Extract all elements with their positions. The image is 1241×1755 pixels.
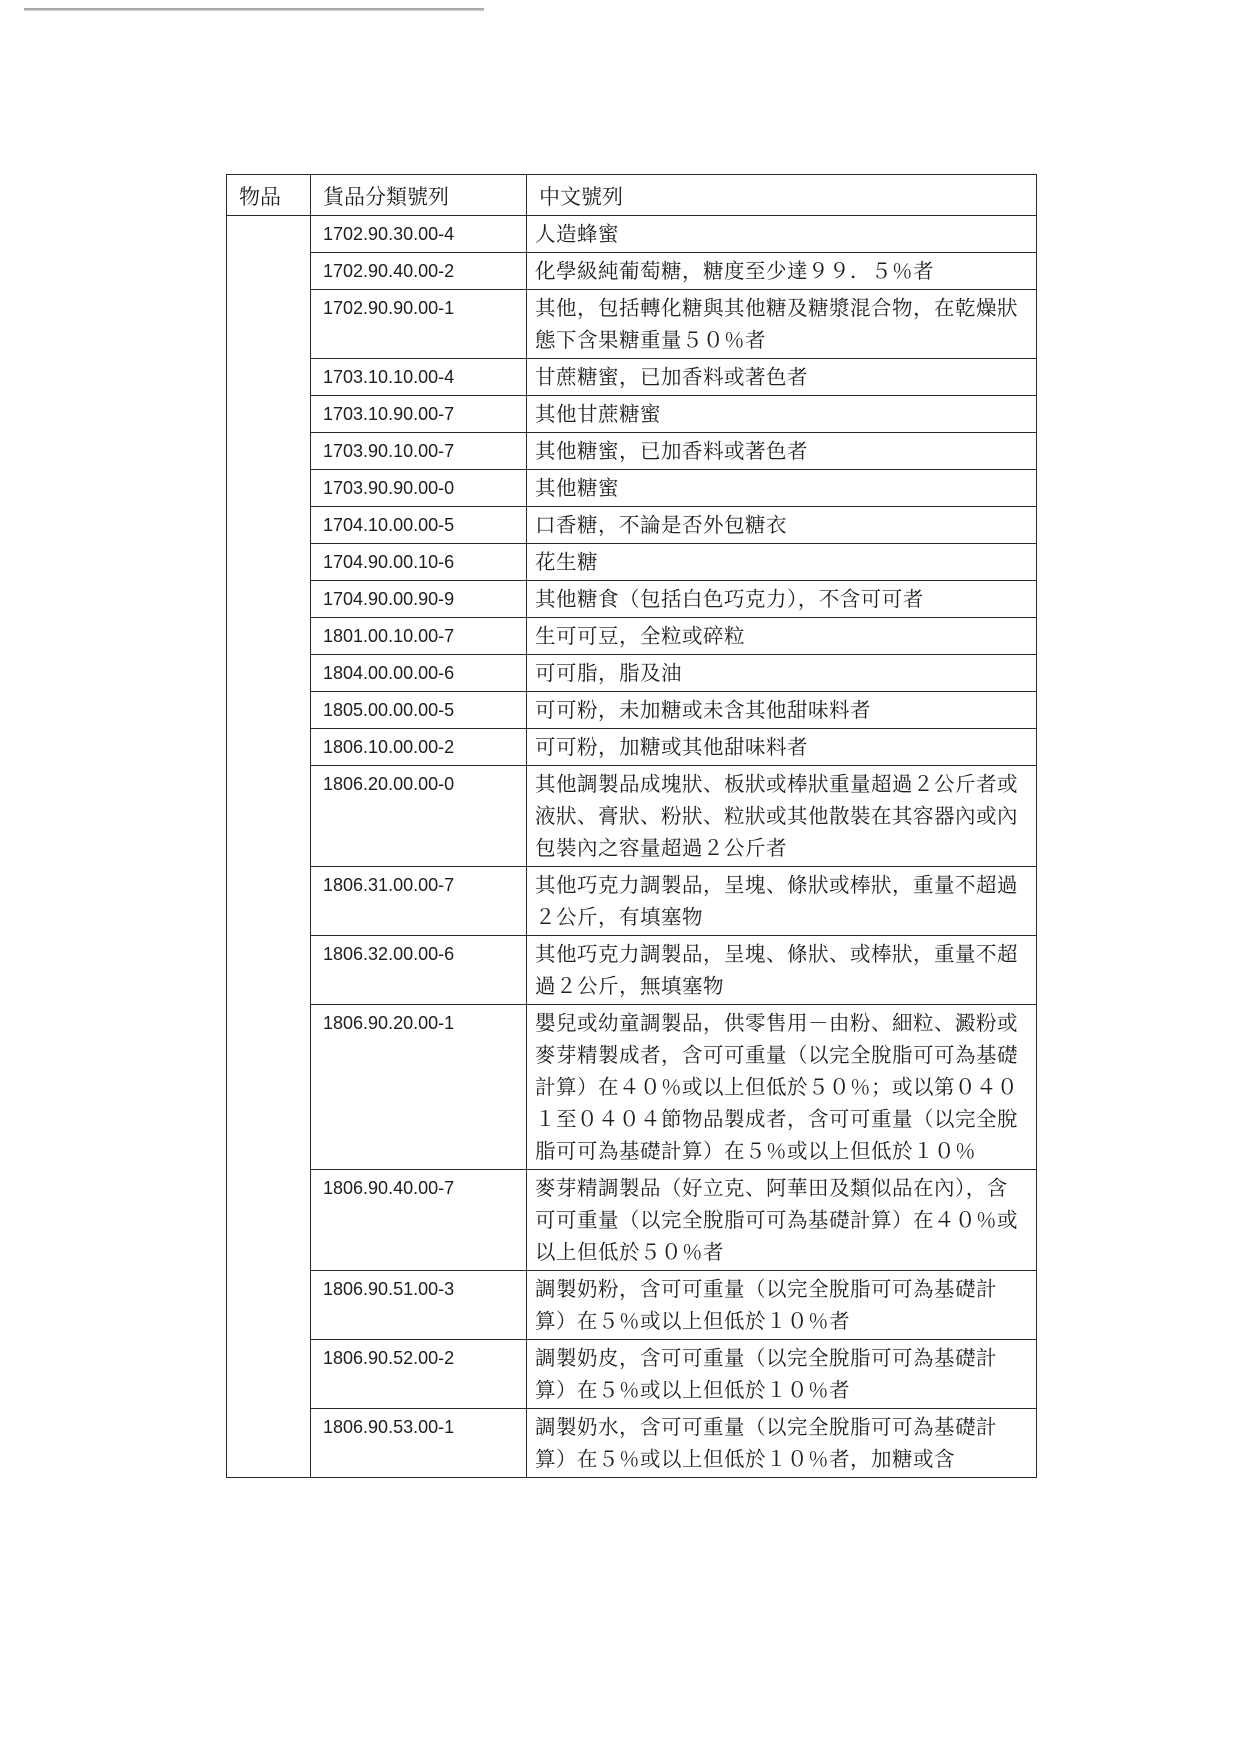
code-cell: 1703.90.90.00-0 — [311, 470, 527, 507]
goods-classification-table — [226, 174, 1037, 1478]
code-cell: 1806.20.00.00-0 — [311, 766, 527, 867]
table-header-row — [227, 175, 1037, 216]
code-cell: 1806.10.00.00-2 — [311, 729, 527, 766]
table-row — [227, 766, 1037, 867]
table-row — [227, 507, 1037, 544]
description-cell: 可可粉，未加糖或未含其他甜味料者 — [527, 692, 1037, 729]
table-row — [227, 1271, 1037, 1340]
code-cell: 1702.90.30.00-4 — [311, 216, 527, 253]
description-cell: 其他糖食（包括白色巧克力），不含可可者 — [527, 581, 1037, 618]
code-cell: 1804.00.00.00-6 — [311, 655, 527, 692]
description-cell: 其他調製品成塊狀、板狀或棒狀重量超過２公斤者或液狀、膏狀、粉狀、粒狀或其他散裝在其容器內或內包裝內之容量超過２公斤者 — [527, 766, 1037, 867]
header-item: 物品 — [227, 175, 311, 216]
description-cell: 花生糖 — [527, 544, 1037, 581]
table-row — [227, 1005, 1037, 1170]
table-row — [227, 1409, 1037, 1478]
table-row — [227, 618, 1037, 655]
table-row — [227, 1170, 1037, 1271]
code-cell: 1703.10.90.00-7 — [311, 396, 527, 433]
header-code: 貨品分類號列 — [311, 175, 527, 216]
code-cell: 1703.90.10.00-7 — [311, 433, 527, 470]
item-cell — [227, 216, 311, 1478]
code-cell: 1806.32.00.00-6 — [311, 936, 527, 1005]
header-description: 中文號列 — [527, 175, 1037, 216]
description-cell: 甘蔗糖蜜，已加香料或著色者 — [527, 359, 1037, 396]
code-cell: 1806.90.40.00-7 — [311, 1170, 527, 1271]
code-cell: 1801.00.10.00-7 — [311, 618, 527, 655]
description-cell: 其他糖蜜，已加香料或著色者 — [527, 433, 1037, 470]
scan-edge-line — [24, 8, 484, 11]
table-row — [227, 655, 1037, 692]
table-row — [227, 581, 1037, 618]
document-table-container — [226, 174, 1036, 1478]
code-cell: 1806.90.53.00-1 — [311, 1409, 527, 1478]
description-cell: 其他巧克力調製品，呈塊、條狀、或棒狀，重量不超過２公斤，無填塞物 — [527, 936, 1037, 1005]
table-row — [227, 290, 1037, 359]
table-row — [227, 936, 1037, 1005]
table-row — [227, 1340, 1037, 1409]
table-row — [227, 253, 1037, 290]
description-cell: 麥芽精調製品（好立克、阿華田及類似品在內），含可可重量（以完全脫脂可可為基礎計算）在４０％或以上但低於５０％者 — [527, 1170, 1037, 1271]
table-row — [227, 729, 1037, 766]
code-cell: 1806.31.00.00-7 — [311, 867, 527, 936]
table-row — [227, 544, 1037, 581]
code-cell: 1702.90.90.00-1 — [311, 290, 527, 359]
code-cell: 1703.10.10.00-4 — [311, 359, 527, 396]
description-cell: 其他甘蔗糖蜜 — [527, 396, 1037, 433]
description-cell: 調製奶皮，含可可重量（以完全脫脂可可為基礎計算）在５％或以上但低於１０％者 — [527, 1340, 1037, 1409]
description-cell: 嬰兒或幼童調製品，供零售用－由粉、細粒、澱粉或麥芽精製成者，含可可重量（以完全脫脂可可為基礎計算）在４０％或以上但低於５０％；或以第０４０１至０４０４節物品製成者，含可可重量（以完全脫脂可可為基礎計算）在５％或以上但低於１０％ — [527, 1005, 1037, 1170]
description-cell: 可可粉，加糖或其他甜味料者 — [527, 729, 1037, 766]
table-row — [227, 359, 1037, 396]
description-cell: 可可脂，脂及油 — [527, 655, 1037, 692]
description-cell: 化學級純葡萄糖，糖度至少達９９．５％者 — [527, 253, 1037, 290]
description-cell: 人造蜂蜜 — [527, 216, 1037, 253]
table-row — [227, 433, 1037, 470]
description-cell: 調製奶粉，含可可重量（以完全脫脂可可為基礎計算）在５％或以上但低於１０％者 — [527, 1271, 1037, 1340]
description-cell: 其他糖蜜 — [527, 470, 1037, 507]
code-cell: 1806.90.20.00-1 — [311, 1005, 527, 1170]
code-cell: 1704.90.00.10-6 — [311, 544, 527, 581]
table-row — [227, 396, 1037, 433]
table-row — [227, 692, 1037, 729]
description-cell: 其他，包括轉化糖與其他糖及糖漿混合物，在乾燥狀態下含果糖重量５０％者 — [527, 290, 1037, 359]
description-cell: 生可可豆，全粒或碎粒 — [527, 618, 1037, 655]
code-cell: 1806.90.51.00-3 — [311, 1271, 527, 1340]
description-cell: 調製奶水，含可可重量（以完全脫脂可可為基礎計算）在５％或以上但低於１０％者，加糖或含 — [527, 1409, 1037, 1478]
table-row — [227, 470, 1037, 507]
description-cell: 其他巧克力調製品，呈塊、條狀或棒狀，重量不超過２公斤，有填塞物 — [527, 867, 1037, 936]
code-cell: 1704.90.00.90-9 — [311, 581, 527, 618]
table-row — [227, 216, 1037, 253]
code-cell: 1702.90.40.00-2 — [311, 253, 527, 290]
code-cell: 1704.10.00.00-5 — [311, 507, 527, 544]
code-cell: 1805.00.00.00-5 — [311, 692, 527, 729]
table-row — [227, 867, 1037, 936]
description-cell: 口香糖，不論是否外包糖衣 — [527, 507, 1037, 544]
code-cell: 1806.90.52.00-2 — [311, 1340, 527, 1409]
